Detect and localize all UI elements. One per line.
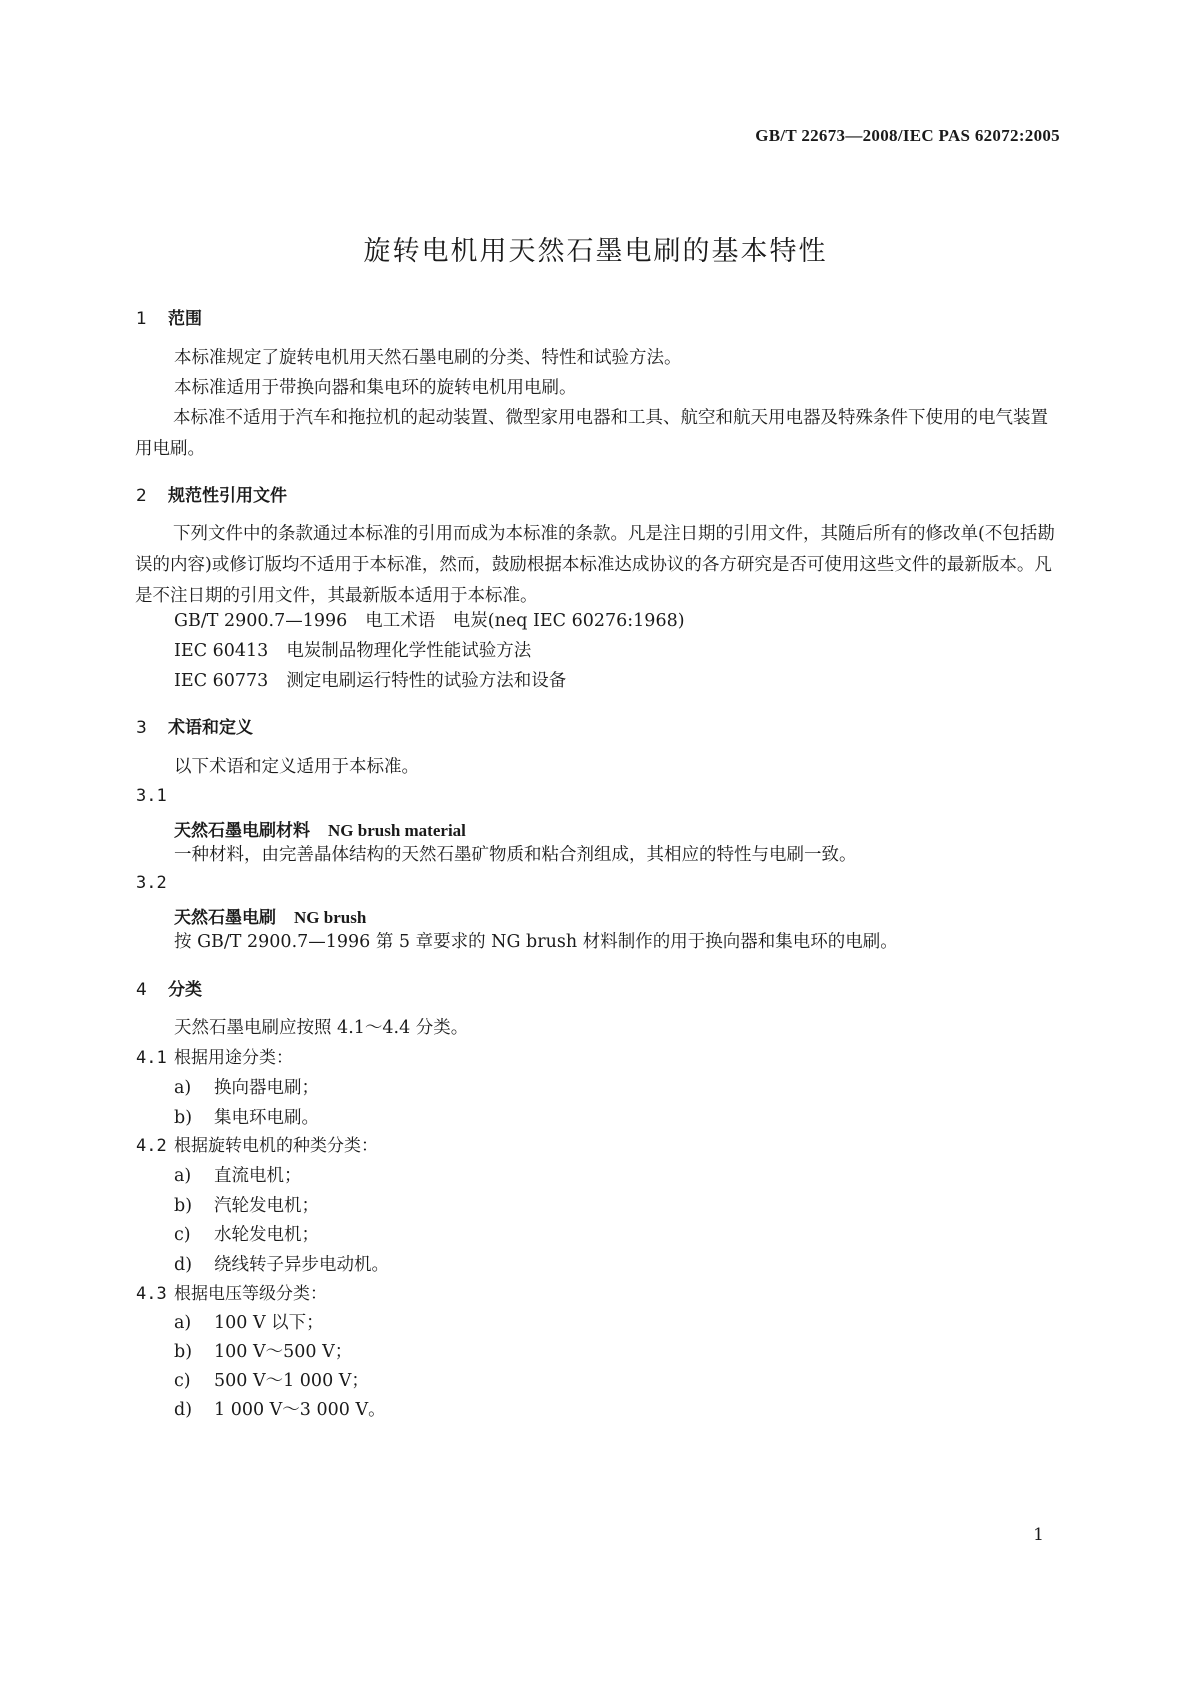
- list-label: c): [174, 1371, 191, 1391]
- reference-title: 电炭制品物理化学性能试验方法: [286, 641, 532, 661]
- subsection-number: 4.1: [136, 1048, 167, 1068]
- list-text: 汽轮发电机；: [214, 1196, 319, 1216]
- section-3-heading: [136, 713, 253, 738]
- list-text: 100 V 以下；: [214, 1313, 324, 1333]
- subsection-title: 根据旋转电机的种类分类：: [174, 1136, 378, 1156]
- reference-item: [174, 636, 531, 667]
- list-label: a): [174, 1166, 192, 1186]
- list-item: [174, 1250, 389, 1281]
- list-item: [174, 1161, 302, 1192]
- subsection-number: 4.3: [136, 1284, 167, 1304]
- paragraph: 下列文件中的条款通过本标准的引用而成为本标准的条款。凡是注日期的引用文件，其随后所有的修改单(不包括勘误的内容)或修订版均不适用于本标准，然而，鼓励根据本标准达成协议的各方研究是否可使用这些文件的最新版本。凡是不注日期的引用文件，其最新版本适用于本标准。: [135, 524, 1055, 606]
- term-en: NG brush material: [328, 821, 466, 840]
- subsection-4-2: [136, 1131, 378, 1162]
- subsection-title: 根据电压等级分类：: [174, 1284, 327, 1304]
- list-text: 直流电机；: [214, 1166, 302, 1186]
- page-number: 1: [1033, 1525, 1044, 1545]
- list-item: [174, 1191, 319, 1222]
- list-label: a): [174, 1078, 192, 1098]
- list-item: [174, 1103, 319, 1134]
- paragraph: 本标准适用于带换向器和集电环的旋转电机用电刷。: [174, 378, 577, 398]
- term-definition: 按 GB/T 2900.7—1996 第 5 章要求的 NG brush 材料制作的用于换向器和集电环的电刷。: [174, 932, 898, 952]
- list-label: d): [174, 1400, 193, 1420]
- list-label: a): [174, 1313, 192, 1333]
- paragraph: 本标准不适用于汽车和拖拉机的起动装置、微型家用电器和工具、航空和航天用电器及特殊条件下使用的电气装置用电刷。: [135, 408, 1048, 459]
- list-item: [174, 1073, 319, 1104]
- list-text: 100 V～500 V；: [214, 1342, 353, 1362]
- reference-item: [174, 666, 566, 697]
- term-heading: [174, 903, 366, 928]
- list-item: [174, 1366, 369, 1397]
- subsection-4-1: [136, 1043, 293, 1074]
- list-text: 1 000 V～3 000 V。: [214, 1400, 386, 1420]
- paragraph: 本标准规定了旋转电机用天然石墨电刷的分类、特性和试验方法。: [174, 348, 682, 368]
- section-4-heading: [136, 975, 202, 1000]
- list-text: 换向器电刷；: [214, 1078, 319, 1098]
- reference-item: [174, 606, 685, 637]
- list-label: b): [174, 1342, 193, 1362]
- list-text: 500 V～1 000 V；: [214, 1371, 369, 1391]
- reference-code: IEC 60773: [174, 671, 269, 691]
- section-1-heading: [136, 304, 202, 329]
- section-number: 1: [136, 309, 147, 329]
- term-en: NG brush: [294, 908, 367, 927]
- paragraph: 天然石墨电刷应按照 4.1～4.4 分类。: [174, 1018, 469, 1038]
- term-definition: 一种材料，由完善晶体结构的天然石墨矿物质和粘合剂组成，其相应的特性与电刷一致。: [174, 845, 857, 865]
- subsection-number: 4.2: [136, 1136, 167, 1156]
- term-number: 3.1: [136, 786, 167, 806]
- list-item: [174, 1308, 324, 1339]
- list-label: b): [174, 1108, 193, 1128]
- section-title: 术语和定义: [168, 718, 253, 738]
- reference-title: 电工术语 电炭(neq IEC 60276:1968): [365, 611, 685, 631]
- term-cn: 天然石墨电刷材料: [174, 821, 310, 841]
- subsection-4-3: [136, 1279, 327, 1310]
- section-title: 分类: [168, 980, 202, 1000]
- list-item: [174, 1337, 352, 1368]
- reference-code: IEC 60413: [174, 641, 269, 661]
- section-title: 规范性引用文件: [168, 486, 287, 506]
- paragraph: 以下术语和定义适用于本标准。: [174, 757, 419, 777]
- list-label: d): [174, 1255, 193, 1275]
- section-number: 3: [136, 718, 147, 738]
- term-number: 3.2: [136, 873, 167, 893]
- term-cn: 天然石墨电刷: [174, 908, 276, 928]
- reference-title: 测定电刷运行特性的试验方法和设备: [286, 671, 567, 691]
- section-title: 范围: [168, 309, 202, 329]
- document-title: 旋转电机用天然石墨电刷的基本特性: [363, 236, 828, 267]
- section-2-heading: [136, 481, 287, 506]
- section-number: 2: [136, 486, 147, 506]
- standard-code: GB/T 22673—2008/IEC PAS 62072:2005: [755, 126, 1060, 145]
- list-text: 水轮发电机；: [214, 1225, 319, 1245]
- section-number: 4: [136, 980, 147, 1000]
- list-item: [174, 1220, 319, 1251]
- list-label: c): [174, 1225, 191, 1245]
- subsection-title: 根据用途分类：: [174, 1048, 293, 1068]
- reference-code: GB/T 2900.7—1996: [174, 611, 348, 631]
- term-heading: [174, 816, 466, 841]
- list-item: [174, 1395, 386, 1426]
- list-label: b): [174, 1196, 193, 1216]
- list-text: 集电环电刷。: [214, 1108, 319, 1128]
- list-text: 绕线转子异步电动机。: [214, 1255, 389, 1275]
